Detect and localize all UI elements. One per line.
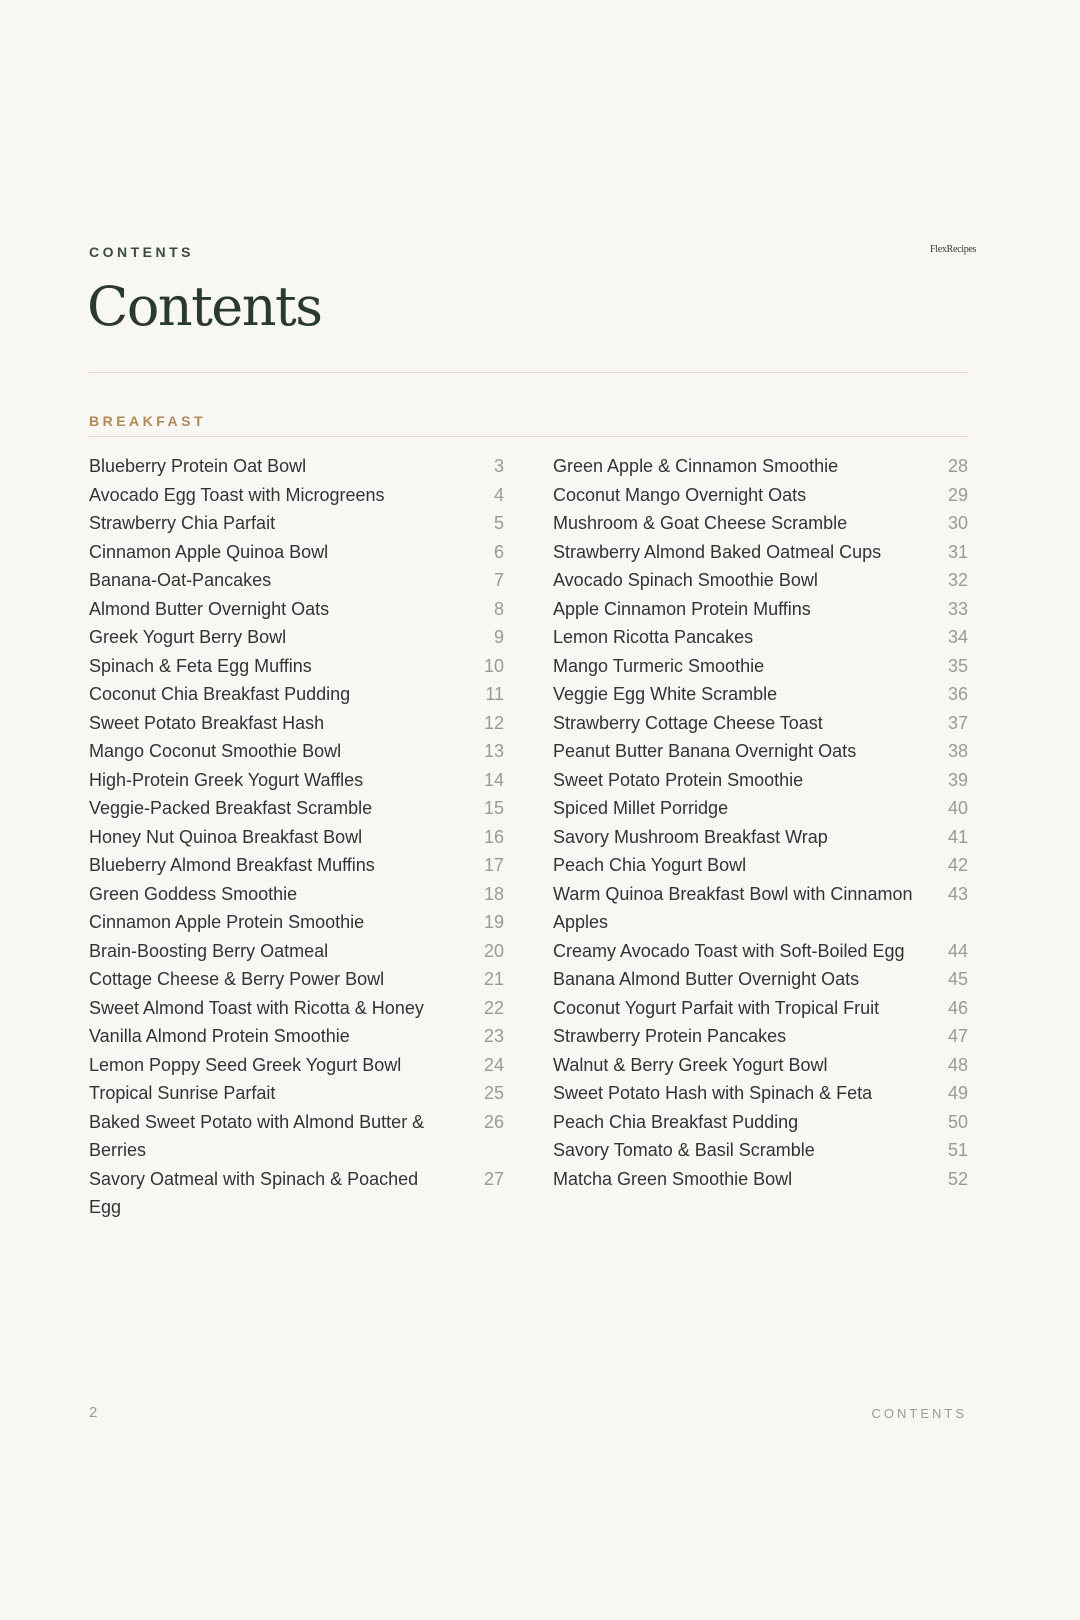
toc-entry-title: Lemon Ricotta Pancakes (553, 627, 754, 647)
toc-entry[interactable] (553, 851, 968, 880)
toc-entry-page-number: 11 (485, 684, 504, 704)
toc-entry-title: Coconut Yogurt Parfait with Tropical Fruit (553, 997, 880, 1018)
toc-entry[interactable] (89, 908, 504, 937)
toc-entry-page-number: 10 (483, 655, 504, 676)
toc-entry[interactable] (553, 595, 968, 624)
title-divider (89, 372, 967, 373)
toc-entry-title: Peach Chia Yogurt Bowl (553, 855, 747, 875)
toc-entry[interactable] (89, 452, 504, 481)
toc-entry-page-number: 7 (493, 570, 504, 590)
toc-entry-page-number: 39 (947, 769, 968, 790)
toc-entry-title: Strawberry Almond Baked Oatmeal Cups (553, 541, 882, 562)
toc-entry-page-number: 18 (483, 883, 504, 904)
toc-entry-page-number: 28 (947, 456, 968, 476)
toc-entry-title: Spinach & Feta Egg Muffins (89, 655, 312, 676)
toc-entry-page-number: 22 (483, 997, 504, 1018)
toc-entry[interactable] (89, 481, 504, 510)
toc-entry-page-number: 19 (483, 912, 504, 932)
toc-entry-page-number: 6 (493, 541, 504, 562)
toc-entry[interactable] (553, 994, 968, 1023)
toc-entry-title: Avocado Egg Toast with Microgreens (89, 484, 385, 505)
toc-entry-title: Avocado Spinach Smoothie Bowl (553, 570, 818, 590)
toc-entry[interactable] (553, 538, 968, 567)
toc-entry[interactable] (553, 566, 968, 595)
toc-entry[interactable] (553, 1022, 968, 1051)
toc-entry-page-number: 32 (947, 570, 968, 590)
toc-entry-title: Veggie-Packed Breakfast Scramble (89, 798, 373, 818)
toc-entry[interactable] (553, 680, 968, 709)
toc-entry[interactable] (553, 823, 968, 852)
toc-entry-page-number: 5 (493, 513, 504, 533)
toc-entry-title: Green Apple & Cinnamon Smoothie (553, 456, 839, 476)
brand-logo: FlexRecipes (930, 244, 977, 255)
toc-entry-title: Coconut Mango Overnight Oats (553, 484, 807, 505)
toc-entry-title: Sweet Potato Hash with Spinach & Feta (553, 1083, 873, 1103)
toc-entry-title: Mango Turmeric Smoothie (553, 655, 765, 676)
toc-entry[interactable] (553, 1051, 968, 1080)
toc-entry-page-number: 43 (947, 883, 968, 904)
toc-entry-title: Greek Yogurt Berry Bowl (89, 627, 287, 647)
section-kicker: CONTENTS (89, 244, 194, 260)
toc-entry[interactable] (89, 1108, 504, 1165)
toc-entry-title: Tropical Sunrise Parfait (89, 1083, 276, 1103)
section-heading-breakfast: BREAKFAST (89, 413, 207, 429)
toc-entry-page-number: 50 (947, 1111, 968, 1132)
toc-entry-page-number: 16 (483, 826, 504, 847)
toc-entry-page-number: 17 (483, 855, 504, 875)
toc-entry-title: Cinnamon Apple Quinoa Bowl (89, 541, 329, 562)
toc-entry[interactable] (553, 1079, 968, 1108)
toc-entry[interactable] (553, 652, 968, 681)
toc-entry-title: Savory Tomato & Basil Scramble (553, 1140, 815, 1160)
toc-entry-page-number: 3 (493, 456, 504, 476)
toc-entry-page-number: 41 (947, 826, 968, 847)
toc-entry[interactable] (553, 880, 968, 937)
toc-entry-title: Strawberry Cottage Cheese Toast (553, 712, 823, 733)
toc-entry-title: Sweet Potato Breakfast Hash (89, 712, 325, 733)
toc-entry[interactable] (89, 937, 504, 966)
toc-entry[interactable] (89, 766, 504, 795)
toc-entry-title: Sweet Almond Toast with Ricotta & Honey (89, 997, 424, 1018)
toc-entry[interactable] (553, 1108, 968, 1137)
toc-entry-title: Blueberry Almond Breakfast Muffins (89, 855, 375, 875)
running-footer: CONTENTS (871, 1406, 967, 1421)
toc-entry[interactable] (89, 538, 504, 567)
section-divider (89, 436, 967, 437)
page-number: 2 (89, 1404, 98, 1421)
toc-entry[interactable] (553, 965, 968, 994)
toc-entry-title: Walnut & Berry Greek Yogurt Bowl (553, 1054, 828, 1075)
toc-entry[interactable] (89, 623, 504, 652)
toc-entry[interactable] (89, 994, 504, 1023)
toc-entry[interactable] (89, 595, 504, 624)
toc-entry-page-number: 8 (493, 598, 504, 619)
toc-entry[interactable] (89, 509, 504, 538)
toc-entry[interactable] (89, 566, 504, 595)
toc-entry[interactable] (553, 1165, 968, 1194)
toc-entry-page-number: 23 (483, 1026, 504, 1046)
toc-entry-title: Vanilla Almond Protein Smoothie (89, 1026, 350, 1046)
toc-entry[interactable] (89, 1022, 504, 1051)
toc-entry-page-number: 33 (947, 598, 968, 619)
toc-entry-page-number: 36 (947, 684, 968, 704)
toc-entry-title: High-Protein Greek Yogurt Waffles (89, 769, 364, 790)
toc-entry-page-number: 37 (947, 712, 968, 733)
toc-entry[interactable] (553, 509, 968, 538)
toc-entry-title: Banana-Oat-Pancakes (89, 570, 272, 590)
toc-entry-page-number: 49 (947, 1083, 968, 1103)
toc-entry[interactable] (89, 680, 504, 709)
toc-entry-page-number: 26 (483, 1111, 504, 1132)
toc-entry-page-number: 34 (947, 627, 968, 647)
toc-entry-title: Creamy Avocado Toast with Soft-Boiled Egg (553, 940, 905, 961)
toc-entry-page-number: 25 (483, 1083, 504, 1103)
toc-entry-page-number: 27 (483, 1168, 504, 1189)
toc-entry[interactable] (553, 937, 968, 966)
toc-entry[interactable] (89, 737, 504, 766)
toc-entry-page-number: 13 (483, 741, 504, 761)
toc-entry[interactable] (89, 1165, 504, 1222)
toc-entry-page-number: 31 (947, 541, 968, 562)
toc-entry-page-number: 24 (483, 1054, 504, 1075)
toc-entry-title: Sweet Potato Protein Smoothie (553, 769, 804, 790)
toc-entry-page-number: 9 (493, 627, 504, 647)
toc-entry[interactable] (89, 880, 504, 909)
toc-entry-title: Strawberry Chia Parfait (89, 513, 276, 533)
toc-entry-title: Apple Cinnamon Protein Muffins (553, 598, 811, 619)
toc-entry-page-number: 45 (947, 969, 968, 989)
toc-entry[interactable] (89, 823, 504, 852)
toc-entry-page-number: 30 (947, 513, 968, 533)
toc-entry-page-number: 46 (947, 997, 968, 1018)
toc-entry-title: Blueberry Protein Oat Bowl (89, 456, 307, 476)
toc-entry-title: Cinnamon Apple Protein Smoothie (89, 912, 365, 932)
toc-entry[interactable] (553, 709, 968, 738)
toc-entry-page-number: 15 (483, 798, 504, 818)
toc-column-left (89, 452, 504, 1222)
toc-entry-title: Mushroom & Goat Cheese Scramble (553, 513, 848, 533)
toc-entry[interactable] (553, 737, 968, 766)
toc-entry[interactable] (553, 623, 968, 652)
toc-entry-title: Banana Almond Butter Overnight Oats (553, 969, 860, 989)
toc-entry-title: Mango Coconut Smoothie Bowl (89, 741, 342, 761)
toc-entry-title: Brain-Boosting Berry Oatmeal (89, 940, 329, 961)
toc-entry-page-number: 21 (483, 969, 504, 989)
toc-entry-title: Almond Butter Overnight Oats (89, 598, 330, 619)
toc-entry-page-number: 4 (493, 484, 504, 505)
toc-entry-title: Green Goddess Smoothie (89, 883, 298, 904)
toc-entry-page-number: 42 (947, 855, 968, 875)
toc-entry[interactable] (553, 481, 968, 510)
toc-entry-title: Cottage Cheese & Berry Power Bowl (89, 969, 385, 989)
toc-entry-page-number: 48 (947, 1054, 968, 1075)
toc-entry-page-number: 20 (483, 940, 504, 961)
page-title: Contents (87, 275, 322, 338)
toc-entry-title: Peanut Butter Banana Overnight Oats (553, 741, 857, 761)
toc-entry[interactable] (89, 794, 504, 823)
toc-entry[interactable] (553, 1136, 968, 1165)
toc-entry-title: Savory Mushroom Breakfast Wrap (553, 826, 828, 847)
toc-entry-page-number: 29 (947, 484, 968, 505)
toc-entry[interactable] (553, 766, 968, 795)
toc-entry[interactable] (89, 1051, 504, 1080)
toc-entry-title: Warm Quinoa Breakfast Bowl with Cinnamon Apples (553, 883, 913, 932)
toc-entry-title: Matcha Green Smoothie Bowl (553, 1168, 793, 1189)
toc-entry[interactable] (89, 1079, 504, 1108)
toc-entry-title: Coconut Chia Breakfast Pudding (89, 684, 351, 704)
toc-entry-page-number: 38 (947, 741, 968, 761)
toc-entry-page-number: 44 (947, 940, 968, 961)
toc-entry-page-number: 14 (483, 769, 504, 790)
toc-entry-title: Strawberry Protein Pancakes (553, 1026, 787, 1046)
toc-entry-page-number: 12 (483, 712, 504, 733)
toc-entry[interactable] (89, 851, 504, 880)
toc-entry[interactable] (89, 652, 504, 681)
toc-entry-page-number: 51 (947, 1140, 968, 1160)
toc-entry-page-number: 47 (947, 1026, 968, 1046)
toc-entry[interactable] (89, 965, 504, 994)
toc-entry-title: Lemon Poppy Seed Greek Yogurt Bowl (89, 1054, 402, 1075)
toc-entry[interactable] (553, 452, 968, 481)
toc-entry-title: Savory Oatmeal with Spinach & Poached Egg (89, 1168, 419, 1217)
toc-entry[interactable] (89, 709, 504, 738)
toc-entry-title: Baked Sweet Potato with Almond Butter & Berries (89, 1111, 425, 1160)
toc-entry[interactable] (553, 794, 968, 823)
toc-entry-page-number: 40 (947, 798, 968, 818)
toc-entry-page-number: 35 (947, 655, 968, 676)
toc-column-right (553, 452, 968, 1193)
toc-entry-title: Peach Chia Breakfast Pudding (553, 1111, 799, 1132)
toc-entry-title: Spiced Millet Porridge (553, 798, 729, 818)
toc-entry-title: Honey Nut Quinoa Breakfast Bowl (89, 826, 363, 847)
toc-entry-title: Veggie Egg White Scramble (553, 684, 778, 704)
toc-entry-page-number: 52 (947, 1168, 968, 1189)
